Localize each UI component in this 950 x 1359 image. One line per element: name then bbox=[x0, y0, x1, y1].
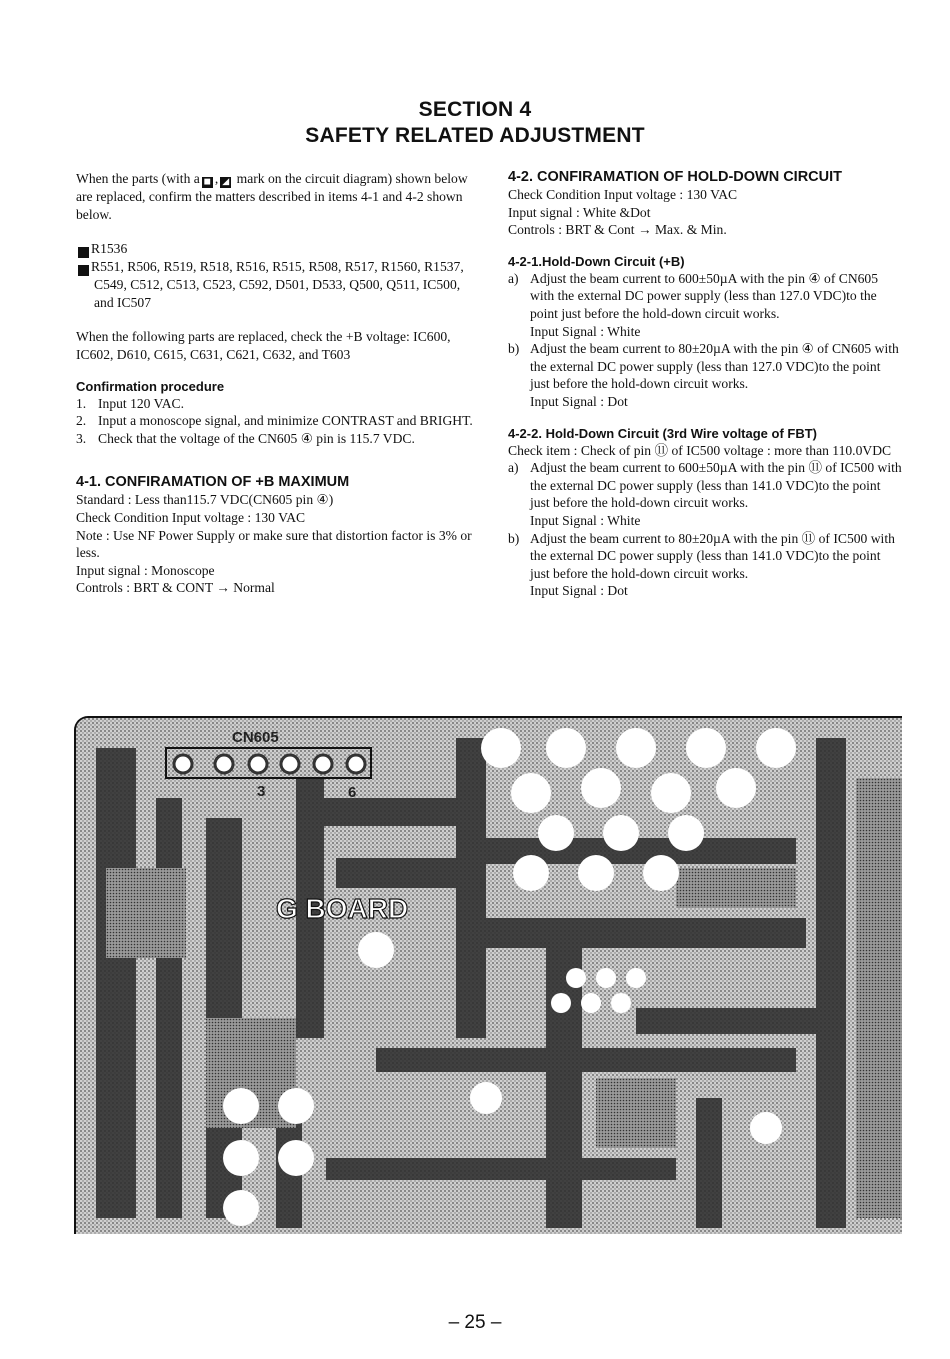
step-text: Input a monoscope signal, and minimize CONTRAST and BRIGHT. bbox=[98, 413, 473, 429]
section-4-2-2-heading: 4-2-2. Hold-Down Circuit (3rd Wire voltage of FBT) bbox=[508, 425, 818, 441]
voltage-note: When the following parts are replaced, check the +B voltage: IC600, IC602, D610, C615, C631, C621, C632, and T603 bbox=[76, 329, 451, 362]
mark2-parts-text: R551, R506, R519, R518, R516, R515, R508, R517, R1560, R1537, C549, C512, C513, C523, C592, D501, D533, Q500, Q511, IC500, and IC507 bbox=[91, 259, 464, 310]
s42-line: Input signal : White &Dot bbox=[508, 204, 651, 220]
item-letter: a) bbox=[508, 460, 519, 476]
s422-items bbox=[508, 459, 903, 600]
intro-text-3: mark on the circuit diagram) shown below are replaced, confirm the matters described in items 4-1 and 4-2 shown below. bbox=[76, 171, 468, 222]
s41-line: Input signal : Monoscope bbox=[76, 562, 215, 578]
s421-item bbox=[530, 340, 903, 410]
item-signal: Input Signal : White bbox=[530, 323, 641, 339]
confirmation-heading: Confirmation procedure bbox=[76, 378, 225, 394]
item-letter: a) bbox=[508, 270, 519, 286]
page-number: – 25 – bbox=[448, 1312, 502, 1333]
g-board-label: G BOARD bbox=[276, 893, 409, 924]
intro-text-2: , bbox=[214, 171, 219, 186]
item-text: Adjust the beam current to 80±20µA with the pin ④ of CN605 with the external DC power supply (less than 127.0 VDC)to the point just before the hold-down circuit works. bbox=[530, 341, 899, 392]
safety-mark-1-icon: ◼ bbox=[78, 247, 89, 258]
step-text: Input 120 VAC. bbox=[98, 395, 184, 411]
item-text: Adjust the beam current to 600±50µA with the pin ⑪ of IC500 with the external DC power supply (less than 141.0 VDC)to the point just before the hold-down circuit works. bbox=[530, 460, 902, 511]
item-signal: Input Signal : Dot bbox=[530, 583, 628, 599]
pin-3-label: 3 bbox=[257, 783, 266, 800]
s422-check: Check item : Check of pin ⑪ of IC500 voltage : more than 110.0VDC bbox=[508, 442, 892, 458]
step-number: 2. bbox=[76, 413, 87, 429]
pin-6-label: 6 bbox=[348, 784, 357, 801]
item-text: Adjust the beam current to 80±20µA with the pin ⑪ of IC500 with the external DC power supply (less than 141.0 VDC)to the point just before the hold-down circuit works. bbox=[530, 530, 895, 581]
intro-text-1: When the parts (with a bbox=[76, 171, 200, 186]
left-column bbox=[70, 170, 476, 597]
safety-mark-1-icon: ◼ bbox=[203, 177, 212, 187]
mark1-parts-list bbox=[70, 240, 476, 258]
mark2-parts-list bbox=[71, 258, 476, 311]
item-signal: Input Signal : Dot bbox=[530, 393, 628, 409]
item-letter: b) bbox=[508, 341, 520, 357]
right-column bbox=[508, 168, 903, 600]
safety-mark-2-icon: ◢ bbox=[220, 177, 231, 188]
item-text: Adjust the beam current to 600±50µA with the pin ④ of CN605 with the external DC power supply (less than 127.0 VDC)to the point just before the hold-down circuit works. bbox=[530, 270, 879, 321]
s41-line: Note : Use NF Power Supply or make sure that distortion factor is 3% or less. bbox=[76, 527, 472, 561]
s422-item bbox=[530, 530, 903, 600]
step-number: 1. bbox=[76, 395, 87, 411]
section-title: SAFETY RELATED ADJUSTMENT bbox=[305, 124, 645, 147]
pcb-board-photo bbox=[74, 716, 902, 1234]
item-letter: b) bbox=[508, 530, 520, 546]
step-number: 3. bbox=[76, 430, 87, 446]
item-signal: Input Signal : White bbox=[530, 512, 641, 528]
step-text: Check that the voltage of the CN605 ④ pin is 115.7 VDC. bbox=[98, 430, 415, 446]
s421-item bbox=[530, 270, 903, 340]
s41-line: Standard : Less than115.7 VDC(CN605 pin ④) bbox=[76, 492, 334, 508]
s41-line: Check Condition Input voltage : 130 VAC bbox=[76, 509, 306, 525]
s421-items bbox=[508, 270, 903, 411]
cn605-label: CN605 bbox=[232, 729, 279, 746]
confirmation-steps bbox=[76, 395, 476, 448]
safety-mark-2-icon: ◢ bbox=[78, 265, 89, 276]
section-4-2-heading: 4-2. CONFIRAMATION OF HOLD-DOWN CIRCUIT bbox=[508, 169, 843, 185]
s41-line: Controls : BRT & CONT → Normal bbox=[76, 580, 275, 596]
section-4-1-heading: 4-1. CONFIRAMATION OF +B MAXIMUM bbox=[76, 474, 350, 491]
pcb-illustration bbox=[76, 718, 902, 1234]
mark1-parts-text: R1536 bbox=[91, 241, 128, 257]
section-4-2-1-heading: 4-2-1.Hold-Down Circuit (+B) bbox=[508, 253, 685, 269]
s42-line: Check Condition Input voltage : 130 VAC bbox=[508, 187, 738, 202]
s42-line: Controls : BRT & Cont → Max. & Min. bbox=[508, 222, 727, 238]
intro-paragraph bbox=[76, 170, 476, 223]
s422-item bbox=[530, 459, 903, 529]
section-number: SECTION 4 bbox=[418, 98, 532, 121]
